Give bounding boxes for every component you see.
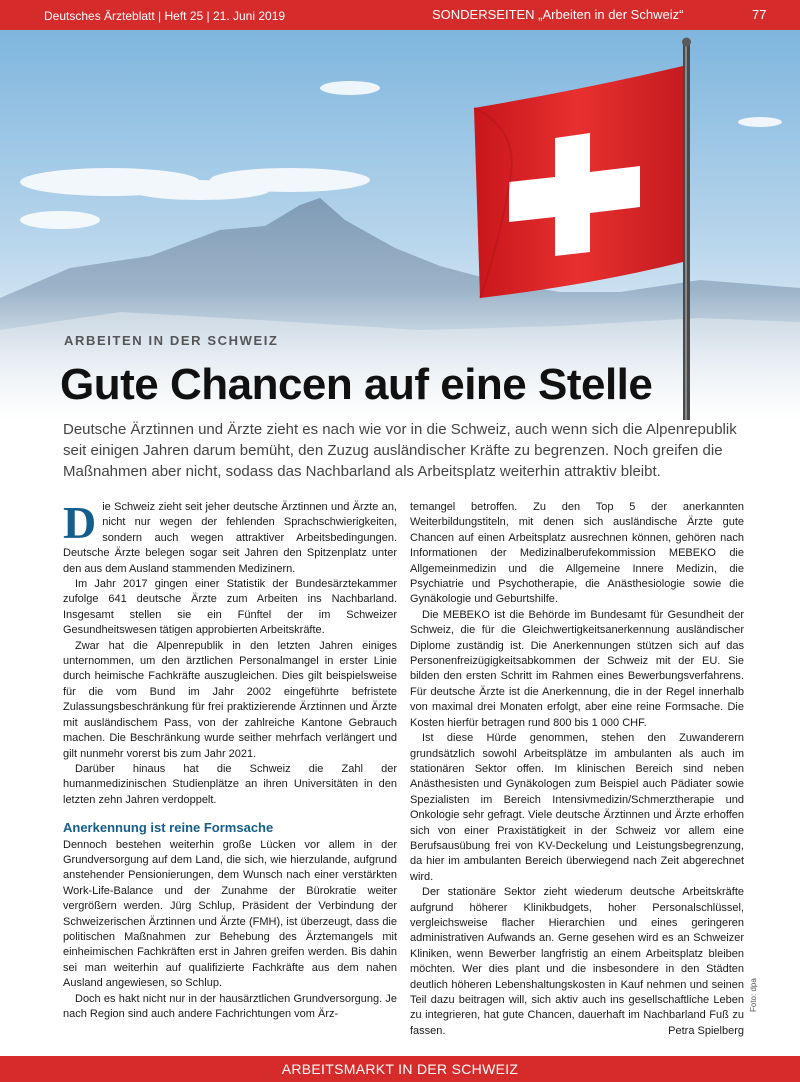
article-author: Petra Spielberg — [668, 1024, 744, 1037]
article-lead: Deutsche Ärztinnen und Ärzte zieht es nach wie vor in die Schweiz, auch wenn sich die Alpenrepublik seit einigen Jahren darum bemüht, den Zuzug ausländischer Kräfte zu begrenzen. Noch greifen die Maßnahmen aber nicht, sodass das Nachbarland als Arbeitsplatz weiterhin attraktiv bleibt. — [63, 421, 737, 480]
article-column-2 — [410, 500, 744, 1039]
article-paragraph: temangel betroffen. Zu den Top 5 der anerkannten Weiterbildungstiteln, mit denen sich ausländische Ärzte gute Chancen auf einen Arbeitsplatz ausrechnen können, gehören nach Informationen der Medizinalberufekommission MEBEKO die Allgemeinmedizin und die Allgemeine Innere Medizin, die Psychiatrie und Psychotherapie, die Anästhesiologie sowie die Gynäkologie und Geburtshilfe. — [410, 501, 744, 606]
journal-info: Deutsches Ärzteblatt | Heft 25 | 21. Juni 2019 — [44, 9, 286, 23]
article-headline: Gute Chancen auf eine Stelle — [60, 360, 653, 409]
article-paragraph: Die MEBEKO ist die Behörde im Bundesamt für Gesundheit der Schweiz, die für die Gleichwertigkeitsanerkennung ausländischer Diplome zuständig ist. Die Anerkennungen stützen sich auf das Personenfreizügigkeitsabkommen der Schweiz mit der EU. Sie bilden den ersten Schritt im Rahmen eines Bewerbungsverfahrens. Für deutsche Ärzte ist die Anerkennung, die in der Regel innerhalb von maximal drei Monaten erfolgt, aber eine reine Formsache. Die Kosten hierfür betragen rund 800 bis 1 000 CHF. — [410, 608, 744, 729]
article-paragraph: Dennoch bestehen weiterhin große Lücken vor allem in der Grundversorgung auf dem Land, die sich, wie hierzulande, aufgrund anstehender Pensionierungen, dem Wunsch nach einer verstärkten Work-Life-Balance und der Zunahme der Bürokratie weiter vergrößern werden. Jürg Schlup, Präsident der Verbindung der Schweizerischen Ärztinnen und Ärzte (FMH), ist überzeugt, dass die politischen Maßnahmen zur Behebung des Ärztemangels mit einheimischen Fachkräften erst in Jahren greifen werden. Bis dahin sei man weiterhin auf qualifizierte Fachkräfte aus dem nahen Ausland angewiesen, so Schlup. — [63, 838, 397, 990]
article-paragraph: Der stationäre Sektor zieht wiederum deutsche Arbeitskräfte aufgrund höherer Klinikbudgets, hoher Personalschlüssel, vergleichsweise flacher Hierarchien und eines geringeren administrativen Aufwands an. Gerne gesehen wird es an Schweizer Kliniken, wenn Bewerber langfristig an einem Arbeitsplatz bleiben möchten. Wer dies plant und die insbesondere in den Städten deutlich höheren Lebenshaltungskosten in Kauf nehmen und seinen Teil dazu beitragen will, sich aktiv auch ins gesellschaftliche Leben zu integrieren, hat gute Chancen, dauerhaft im Nachbarland Fuß zu fassen. — [410, 886, 744, 1037]
article-kicker: ARBEITEN IN DER SCHWEIZ — [64, 333, 279, 348]
section-title: SONDERSEITEN „Arbeiten in der Schweiz“ — [432, 7, 684, 22]
article-paragraph: Ist diese Hürde genommen, stehen den Zuwanderern grundsätzlich sowohl Arbeitsplätze im ambulanten als auch im stationären Sektor offen. Im klinischen Bereich sind neben Anästhesisten und Gynäkologen zum Beispiel auch Pädiater sowie Spezialisten im Bereich Intensivmedizin/Schmerztherapie und Onkologie sehr gefragt. Viele deutsche Ärztinnen und Ärzte erhoffen sich von einer Praxistätigkeit in der Schweiz vor allem eine Berufsausübung frei von KV-Deckelung und Leistungsbegrenzung, da hier im ambulanten Bereich überwiegend nach Zeit abgerechnet wird. — [410, 732, 744, 883]
page-number: 77 — [752, 7, 767, 22]
article-column-1 — [63, 497, 397, 1022]
article-paragraph: Zwar hat die Alpenrepublik in den letzten Jahren einiges unternommen, um den ärztlichen Personalmangel in erster Linie durch heimische Fachkräfte auszugleichen. Dies gilt beispielsweise für die vom Bund im Jahr 2002 eingeführte befristete Zulassungsbeschränkung für frei praktizierende Ärztinnen und Ärzte mit ausländischem Pass, von der zahlreiche Kantone Gebrauch machen. Die Beschränkung wurde seither mehrfach verlängert und gilt nunmehr vorerst bis zum Jahr 2021. — [63, 639, 397, 760]
page-footer: ARBEITSMARKT IN DER SCHWEIZ — [0, 1056, 800, 1082]
article-paragraph: Darüber hinaus hat die Schweiz die Zahl der humanmedizinischen Studienplätze an ihren Universitäten in den letzten zehn Jahren verdoppelt. — [63, 762, 397, 806]
article-subheading: Anerkennung ist reine Formsache — [63, 820, 274, 836]
photo-credit: Foto: dpa — [749, 978, 758, 1012]
drop-cap: D — [63, 497, 97, 548]
page-header — [0, 0, 800, 30]
article-paragraph: Im Jahr 2017 gingen einer Statistik der Bundesärztekammer zufolge 641 deutsche Ärzte zum Arbeiten ins Nachbarland. Insgesamt stellen sie ein Fünftel der im Schweizer Gesundheitswesen tätigen approbierten Arbeitskräfte. — [63, 578, 397, 637]
article-paragraph: Doch es hakt nicht nur in der hausärztlichen Grundversorgung. Je nach Region sind auch andere Fachrichtungen vom Ärz- — [63, 992, 397, 1020]
article-paragraph: Die Schweiz zieht seit jeher deutsche Ärztinnen und Ärzte an, nicht nur wegen der fehlenden Sprachschwierigkeiten, sondern auch wegen attraktiver Arbeitsbedingungen. Deutsche Ärzte belegen sogar seit Jahren den Spitzenplatz unter den aus dem Ausland stammenden Medizinern. — [63, 497, 397, 575]
